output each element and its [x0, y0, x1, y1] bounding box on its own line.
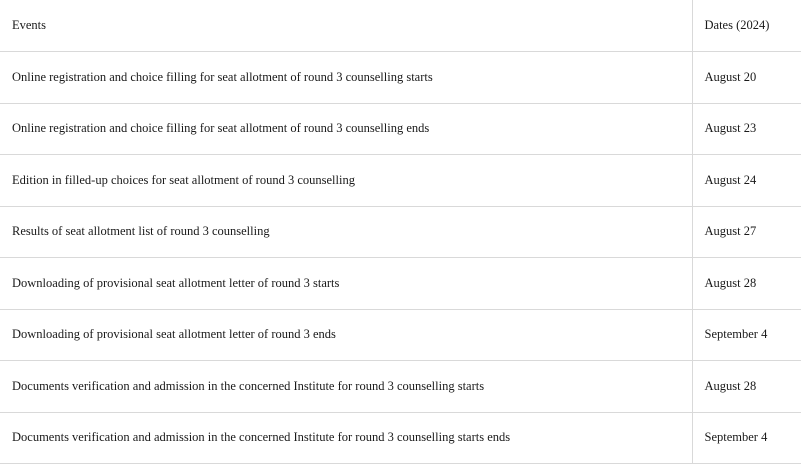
table-row [0, 206, 801, 258]
event-description: Results of seat allotment list of round 3 counselling [0, 206, 692, 258]
table-row [0, 155, 801, 207]
event-date: August 28 [692, 258, 801, 310]
table-header [0, 0, 801, 52]
table-row [0, 258, 801, 310]
table-row [0, 412, 801, 464]
event-description: Edition in filled-up choices for seat allotment of round 3 counselling [0, 155, 692, 207]
table-row [0, 309, 801, 361]
table-body [0, 52, 801, 464]
event-date: August 20 [692, 52, 801, 104]
event-date: August 23 [692, 103, 801, 155]
event-description: Documents verification and admission in the concerned Institute for round 3 counselling starts [0, 361, 692, 413]
event-description: Online registration and choice filling for seat allotment of round 3 counselling ends [0, 103, 692, 155]
column-header-dates: Dates (2024) [692, 0, 801, 52]
event-date: August 28 [692, 361, 801, 413]
event-date: September 4 [692, 309, 801, 361]
event-date: August 27 [692, 206, 801, 258]
event-description: Documents verification and admission in the concerned Institute for round 3 counselling starts ends [0, 412, 692, 464]
event-date: August 24 [692, 155, 801, 207]
table-header-row [0, 0, 801, 52]
event-description: Online registration and choice filling for seat allotment of round 3 counselling starts [0, 52, 692, 104]
table-row [0, 361, 801, 413]
table-row [0, 52, 801, 104]
event-description: Downloading of provisional seat allotment letter of round 3 ends [0, 309, 692, 361]
event-date: September 4 [692, 412, 801, 464]
column-header-events: Events [0, 0, 692, 52]
table-row [0, 103, 801, 155]
event-description: Downloading of provisional seat allotment letter of round 3 starts [0, 258, 692, 310]
